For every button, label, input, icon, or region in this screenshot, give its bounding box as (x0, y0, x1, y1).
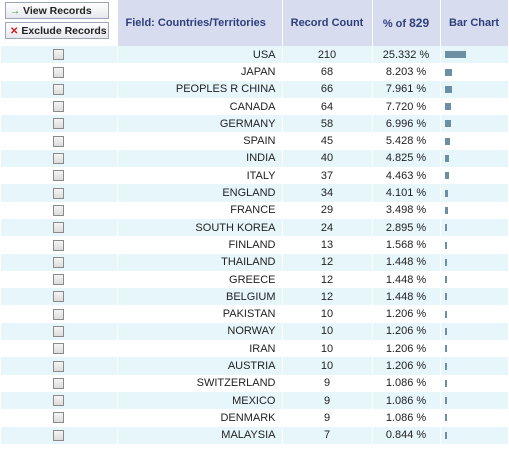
bar-chart-cell (440, 340, 508, 357)
row-select-cell (1, 184, 117, 201)
count-bar (445, 224, 447, 231)
country-name: SOUTH KOREA (117, 219, 282, 236)
bar-chart-cell (440, 236, 508, 253)
count-bar (445, 432, 447, 439)
country-name: USA (117, 46, 282, 63)
percent-value: 1.568 % (372, 236, 440, 253)
country-name: IRAN (117, 340, 282, 357)
table-row (1, 375, 508, 392)
row-select-cell (1, 115, 117, 132)
bar-chart-cell (440, 219, 508, 236)
table-row (1, 167, 508, 184)
count-bar (445, 293, 447, 300)
table-row (1, 63, 508, 80)
row-select-cell (1, 323, 117, 340)
record-count: 68 (282, 63, 372, 80)
table-row (1, 219, 508, 236)
bar-chart-cell (440, 305, 508, 322)
record-count: 10 (282, 340, 372, 357)
country-name: JAPAN (117, 63, 282, 80)
country-name: GERMANY (117, 115, 282, 132)
percent-value: 1.206 % (372, 323, 440, 340)
country-name: GREECE (117, 271, 282, 288)
record-count: 34 (282, 184, 372, 201)
country-name: NORWAY (117, 323, 282, 340)
row-select-cell (1, 392, 117, 409)
row-checkbox[interactable] (53, 101, 64, 112)
row-select-cell (1, 98, 117, 115)
table-row (1, 305, 508, 322)
country-name: THAILAND (117, 254, 282, 271)
record-count: 12 (282, 288, 372, 305)
record-count: 9 (282, 375, 372, 392)
country-name: INDIA (117, 150, 282, 167)
table-row (1, 81, 508, 98)
percent-value: 1.086 % (372, 409, 440, 426)
row-checkbox[interactable] (53, 395, 64, 406)
count-bar (445, 242, 447, 249)
field-column-header[interactable]: Field: Countries/Territories (117, 0, 282, 46)
count-bar (445, 69, 452, 76)
row-checkbox[interactable] (53, 49, 64, 60)
record-count: 210 (282, 46, 372, 63)
percent-value: 1.448 % (372, 288, 440, 305)
percent-value: 0.844 % (372, 427, 440, 444)
row-checkbox[interactable] (53, 136, 64, 147)
percent-value: 1.448 % (372, 271, 440, 288)
table-row (1, 236, 508, 253)
record-count: 29 (282, 202, 372, 219)
percent-value: 8.203 % (372, 63, 440, 80)
row-checkbox[interactable] (53, 291, 64, 302)
percent-value: 7.720 % (372, 98, 440, 115)
row-select-cell (1, 340, 117, 357)
record-count: 10 (282, 357, 372, 374)
row-checkbox[interactable] (53, 309, 64, 320)
country-name: PAKISTAN (117, 305, 282, 322)
row-select-cell (1, 63, 117, 80)
count-bar (445, 276, 447, 283)
table-row (1, 184, 508, 201)
percent-value: 1.206 % (372, 305, 440, 322)
count-bar (445, 328, 447, 335)
row-checkbox[interactable] (53, 67, 64, 78)
view-records-label: View Records (23, 5, 92, 17)
country-name: ITALY (117, 167, 282, 184)
bar-chart-cell (440, 271, 508, 288)
percent-value: 1.086 % (372, 392, 440, 409)
table-row (1, 254, 508, 271)
row-checkbox[interactable] (53, 430, 64, 441)
country-name: BELGIUM (117, 288, 282, 305)
row-checkbox[interactable] (53, 343, 64, 354)
row-checkbox[interactable] (53, 361, 64, 372)
arrow-right-icon: → (10, 6, 20, 17)
count-bar (445, 103, 451, 110)
record-count: 7 (282, 427, 372, 444)
bar-chart-cell (440, 409, 508, 426)
row-select-cell (1, 409, 117, 426)
table-row (1, 427, 508, 444)
bar-chart-cell (440, 288, 508, 305)
row-checkbox[interactable] (53, 240, 64, 251)
bar-chart-cell (440, 46, 508, 63)
percent-value: 25.332 % (372, 46, 440, 63)
results-table-body (1, 46, 508, 444)
bar-chart-cell (440, 115, 508, 132)
table-row (1, 98, 508, 115)
row-checkbox[interactable] (53, 188, 64, 199)
count-bar (445, 311, 447, 318)
bar-chart-column-header: Bar Chart (440, 0, 508, 46)
bar-chart-cell (440, 98, 508, 115)
row-checkbox[interactable] (53, 257, 64, 268)
row-checkbox[interactable] (53, 412, 64, 423)
count-bar (445, 155, 449, 162)
table-row (1, 392, 508, 409)
table-row (1, 46, 508, 63)
table-row (1, 202, 508, 219)
country-name: SWITZERLAND (117, 375, 282, 392)
country-name: DENMARK (117, 409, 282, 426)
record-count: 45 (282, 132, 372, 149)
table-row (1, 150, 508, 167)
row-checkbox[interactable] (53, 222, 64, 233)
record-count: 37 (282, 167, 372, 184)
row-select-cell (1, 305, 117, 322)
table-row (1, 115, 508, 132)
count-bar (445, 138, 450, 145)
record-count: 9 (282, 409, 372, 426)
country-name: FINLAND (117, 236, 282, 253)
percent-value: 1.206 % (372, 357, 440, 374)
record-count: 10 (282, 323, 372, 340)
record-count: 13 (282, 236, 372, 253)
country-name: FRANCE (117, 202, 282, 219)
row-select-cell (1, 236, 117, 253)
row-checkbox[interactable] (53, 274, 64, 285)
row-select-cell (1, 219, 117, 236)
country-name: AUSTRIA (117, 357, 282, 374)
percent-value: 3.498 % (372, 202, 440, 219)
percent-value: 2.895 % (372, 219, 440, 236)
row-checkbox[interactable] (53, 118, 64, 129)
table-row (1, 288, 508, 305)
record-count: 58 (282, 115, 372, 132)
exclude-records-label: Exclude Records (21, 25, 107, 37)
percent-value: 4.825 % (372, 150, 440, 167)
table-header-row (1, 0, 508, 46)
count-bar (445, 190, 448, 197)
percent-column-header[interactable] (372, 0, 440, 46)
row-select-cell (1, 202, 117, 219)
percent-value: 1.448 % (372, 254, 440, 271)
count-bar (445, 207, 448, 214)
percent-value: 5.428 % (372, 132, 440, 149)
table-row (1, 409, 508, 426)
percent-value: 1.206 % (372, 340, 440, 357)
percent-value: 4.101 % (372, 184, 440, 201)
percent-header-total: 829 (409, 16, 430, 30)
country-name: CANADA (117, 98, 282, 115)
row-checkbox[interactable] (53, 205, 64, 216)
percent-value: 1.086 % (372, 375, 440, 392)
country-name: ENGLAND (117, 184, 282, 201)
percent-value: 4.463 % (372, 167, 440, 184)
country-name: MALAYSIA (117, 427, 282, 444)
record-count: 10 (282, 305, 372, 322)
record-count: 9 (282, 392, 372, 409)
count-bar (445, 397, 447, 404)
row-select-cell (1, 46, 117, 63)
exclude-records-button[interactable] (5, 22, 109, 39)
bar-chart-cell (440, 184, 508, 201)
record-count: 66 (282, 81, 372, 98)
table-row (1, 357, 508, 374)
table-row (1, 340, 508, 357)
record-count: 64 (282, 98, 372, 115)
row-select-cell (1, 427, 117, 444)
count-bar (445, 380, 447, 387)
count-bar (445, 363, 447, 370)
percent-header-prefix: % of (382, 18, 410, 30)
table-row (1, 132, 508, 149)
bar-chart-cell (440, 375, 508, 392)
bar-chart-cell (440, 202, 508, 219)
row-checkbox[interactable] (53, 153, 64, 164)
table-row (1, 271, 508, 288)
action-buttons-cell (1, 0, 117, 46)
row-select-cell (1, 167, 117, 184)
row-select-cell (1, 271, 117, 288)
row-checkbox[interactable] (53, 326, 64, 337)
close-icon: ✕ (10, 26, 19, 37)
row-select-cell (1, 254, 117, 271)
bar-chart-cell (440, 392, 508, 409)
bar-chart-cell (440, 81, 508, 98)
percent-value: 7.961 % (372, 81, 440, 98)
record-count: 12 (282, 271, 372, 288)
row-select-cell (1, 150, 117, 167)
row-select-cell (1, 81, 117, 98)
bar-chart-cell (440, 323, 508, 340)
country-name: SPAIN (117, 132, 282, 149)
bar-chart-cell (440, 357, 508, 374)
row-select-cell (1, 357, 117, 374)
row-select-cell (1, 375, 117, 392)
view-records-button[interactable] (5, 2, 109, 19)
row-checkbox[interactable] (53, 378, 64, 389)
country-name: PEOPLES R CHINA (117, 81, 282, 98)
bar-chart-cell (440, 167, 508, 184)
count-bar (445, 51, 466, 58)
row-select-cell (1, 132, 117, 149)
count-bar (445, 259, 447, 266)
percent-value: 6.996 % (372, 115, 440, 132)
row-checkbox[interactable] (53, 84, 64, 95)
bar-chart-cell (440, 427, 508, 444)
bar-chart-cell (440, 132, 508, 149)
row-select-cell (1, 288, 117, 305)
record-count: 24 (282, 219, 372, 236)
count-bar (445, 86, 452, 93)
table-row (1, 323, 508, 340)
country-name: MEXICO (117, 392, 282, 409)
row-checkbox[interactable] (53, 170, 64, 181)
record-count: 12 (282, 254, 372, 271)
results-table (1, 0, 509, 444)
count-bar (445, 120, 451, 127)
record-count-column-header[interactable]: Record Count (282, 0, 372, 46)
count-bar (445, 345, 447, 352)
count-bar (445, 414, 447, 421)
bar-chart-cell (440, 63, 508, 80)
bar-chart-cell (440, 150, 508, 167)
bar-chart-cell (440, 254, 508, 271)
count-bar (445, 172, 449, 179)
record-count: 40 (282, 150, 372, 167)
